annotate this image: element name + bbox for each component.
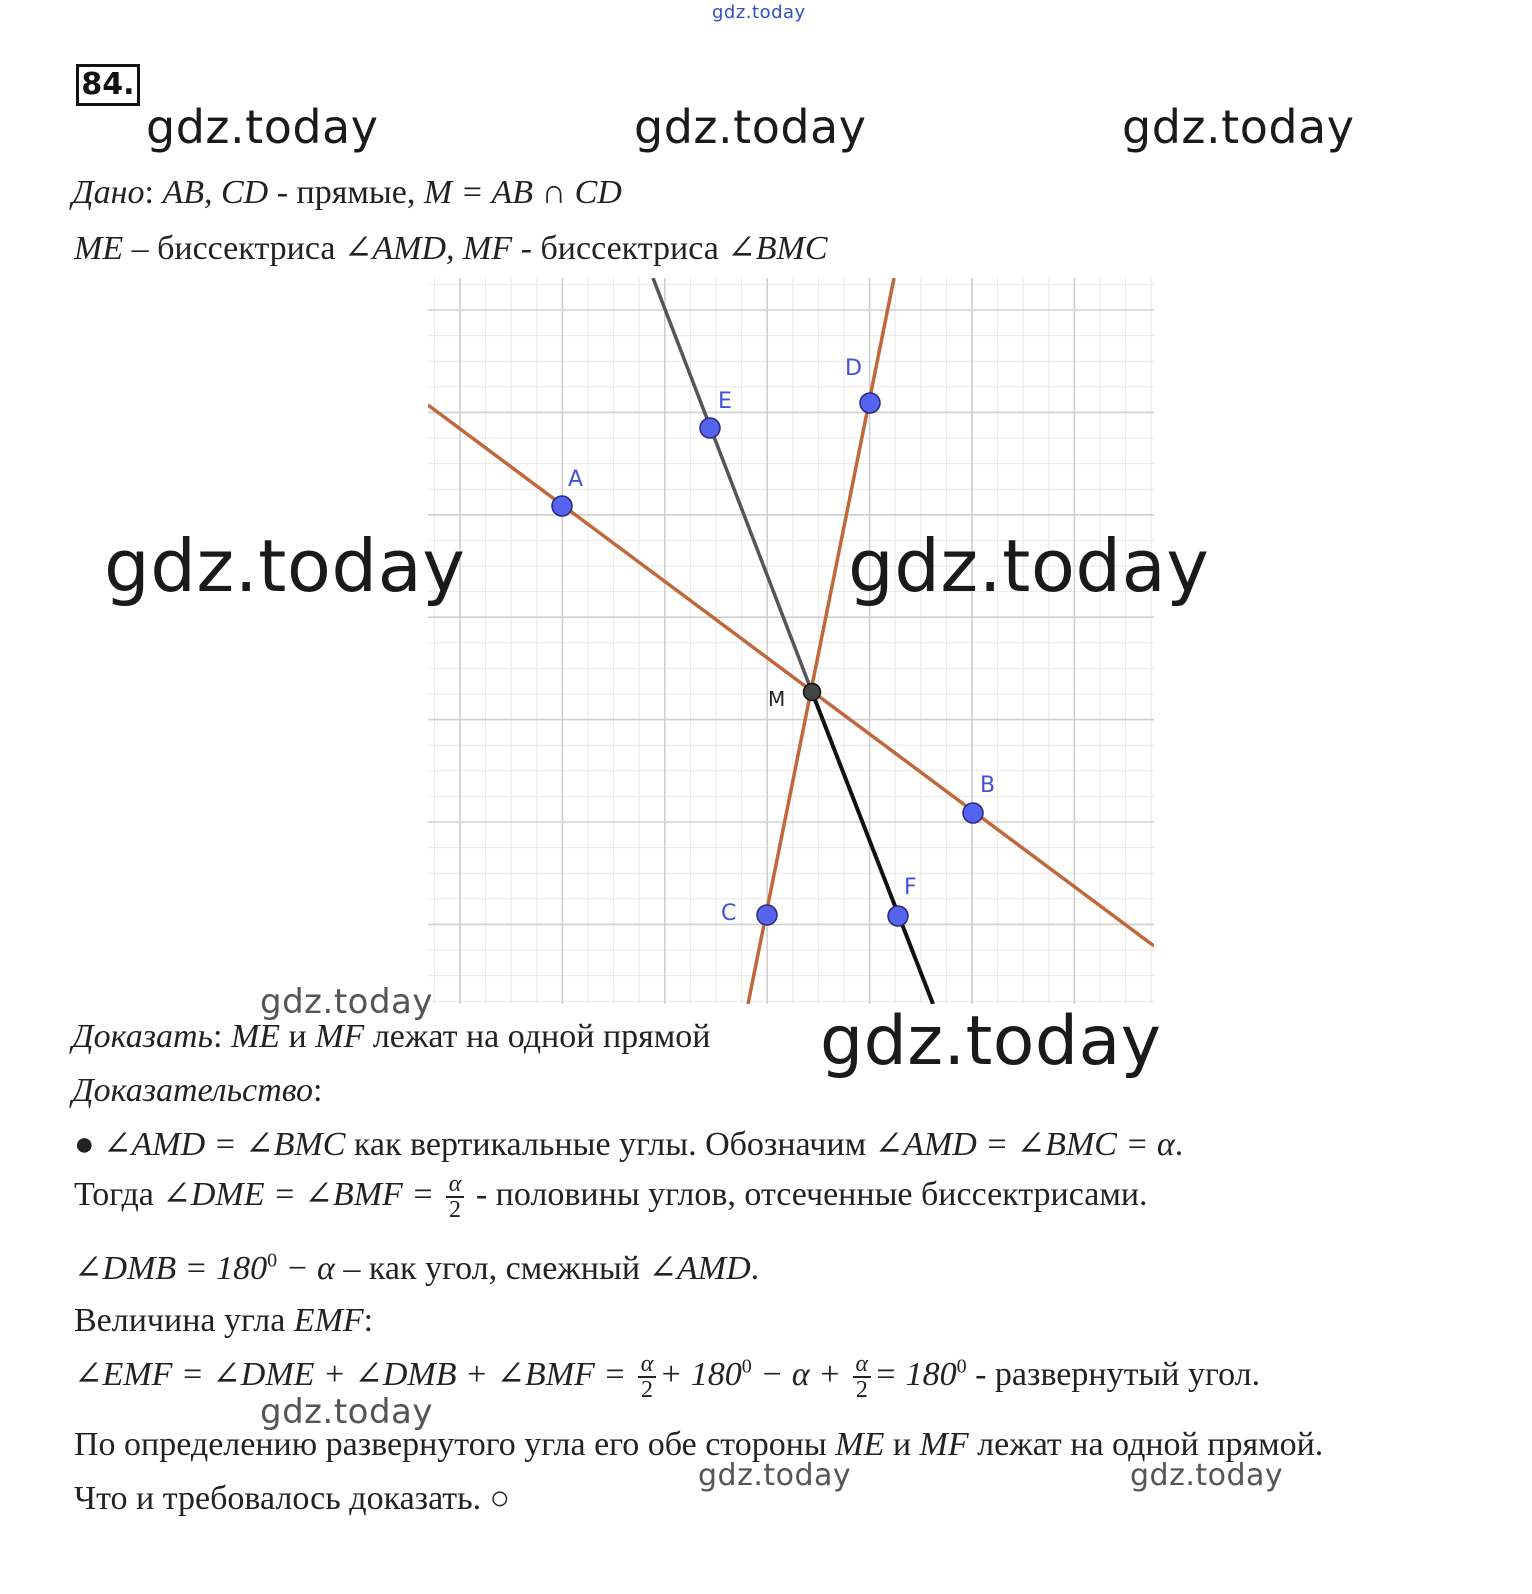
proof-line-1 — [74, 1124, 1183, 1164]
watermark: gdz.today — [146, 100, 379, 154]
proof-line-2 — [74, 1172, 1148, 1222]
bullet: ● — [74, 1126, 95, 1163]
math-expression: EMF — [293, 1302, 364, 1339]
math-expression: ∠AMD, MF — [343, 230, 513, 267]
point-d[interactable] — [860, 393, 880, 413]
math-expression: ∠AMD — [648, 1250, 751, 1287]
text: - прямые, — [268, 174, 424, 211]
fraction-numerator: α — [853, 1352, 872, 1378]
point-a[interactable] — [552, 496, 572, 516]
text: Тогда — [74, 1175, 163, 1213]
math-expression: ∠EMF = ∠DME + ∠DMB + ∠BMF = — [74, 1355, 627, 1393]
watermark: gdz.today — [1122, 100, 1355, 154]
point-m[interactable] — [804, 684, 821, 701]
superscript: 0 — [956, 1355, 967, 1378]
proof-label-line: Доказательство: — [72, 1072, 323, 1109]
math-expression: ∠AMD = ∠BMC — [103, 1126, 346, 1163]
label-m: M — [768, 687, 786, 711]
watermark: gdz.today — [260, 1392, 433, 1432]
math-expression: ME — [230, 1018, 281, 1055]
watermark: gdz.today — [634, 100, 867, 154]
math-expression: MF — [315, 1018, 365, 1055]
math-expression: − α + — [751, 1355, 842, 1393]
math-expression: ME — [835, 1426, 885, 1463]
text: лежат на одной прямой. — [968, 1426, 1324, 1463]
geometry-diagram — [428, 278, 1154, 1004]
math-expression: + 180 — [659, 1355, 742, 1393]
text: По определению развернутого угла его обе стороны — [74, 1426, 836, 1463]
text: – как угол, смежный — [334, 1250, 649, 1287]
given-line-1: Дано: AB, CD - прямые, M = AB ∩ CD — [72, 174, 622, 211]
text: - половины углов, отсеченные биссектрисами. — [467, 1175, 1148, 1213]
point-e[interactable] — [700, 418, 720, 438]
math-expression: ∠BMC — [727, 230, 828, 267]
proof-line-5 — [74, 1352, 1260, 1402]
fraction-denominator: 2 — [449, 1197, 462, 1223]
superscript: 0 — [741, 1355, 752, 1378]
math-expression: ∠DMB = 180 — [74, 1250, 268, 1287]
fraction-denominator: 2 — [641, 1377, 654, 1403]
text: . — [750, 1250, 760, 1287]
fraction — [853, 1352, 872, 1402]
watermark: gdz.today — [820, 1002, 1162, 1081]
watermark: gdz.today — [698, 1458, 852, 1493]
given-label: Дано — [72, 174, 145, 211]
text: - биссектриса — [512, 230, 728, 267]
text: . — [1174, 1126, 1184, 1163]
text: - развернутый угол. — [966, 1355, 1261, 1393]
fraction-denominator: 2 — [855, 1377, 868, 1403]
watermark: gdz.today — [1130, 1458, 1284, 1493]
label-a: A — [568, 467, 584, 492]
given-line-2 — [74, 228, 828, 268]
prove-label: Доказать — [72, 1018, 213, 1055]
point-b[interactable] — [963, 803, 983, 823]
watermark: gdz.today — [260, 982, 433, 1022]
math-expression: − α — [277, 1250, 335, 1287]
fraction-numerator: α — [446, 1172, 465, 1198]
label-b: B — [980, 773, 996, 798]
text: : — [363, 1302, 374, 1339]
text: – биссектриса — [123, 230, 344, 267]
watermark: gdz.today — [848, 524, 1210, 608]
proof-line-7 — [74, 1480, 510, 1518]
math-expression: ∠DME = ∠BMF = — [162, 1175, 435, 1213]
math-expression: MF — [919, 1426, 969, 1463]
proof-label: Доказательство — [72, 1072, 314, 1109]
fraction — [446, 1172, 465, 1222]
point-c[interactable] — [757, 905, 777, 925]
label-c: C — [721, 901, 737, 926]
header-watermark[interactable]: gdz.today — [712, 2, 806, 23]
fraction — [638, 1352, 657, 1402]
text: лежат на одной прямой — [364, 1018, 711, 1055]
superscript: 0 — [267, 1249, 278, 1272]
math-expression: = 180 — [874, 1355, 957, 1393]
text: Величина угла — [74, 1302, 294, 1339]
watermark: gdz.today — [104, 524, 466, 608]
prove-line: Доказать: ME и MF лежат на одной прямой — [72, 1018, 711, 1055]
math-expression: M = AB ∩ CD — [423, 174, 622, 211]
label-e: E — [718, 389, 732, 414]
fraction-numerator: α — [638, 1352, 657, 1378]
text: Что и требовалось доказать. ○ — [74, 1480, 511, 1517]
problem-number: 84. — [76, 64, 140, 106]
math-expression: AB, CD — [162, 174, 269, 211]
text: как вертикальные углы. Обозначим — [345, 1126, 875, 1163]
math-expression: ME — [74, 230, 124, 267]
text: и — [884, 1426, 920, 1463]
label-d: D — [845, 356, 862, 381]
proof-line-3 — [74, 1248, 759, 1288]
label-f: F — [904, 875, 917, 900]
proof-line-4 — [74, 1302, 373, 1340]
math-expression: ∠AMD = ∠BMC = α — [874, 1126, 1175, 1163]
point-f[interactable] — [888, 906, 908, 926]
text: и — [280, 1018, 316, 1055]
